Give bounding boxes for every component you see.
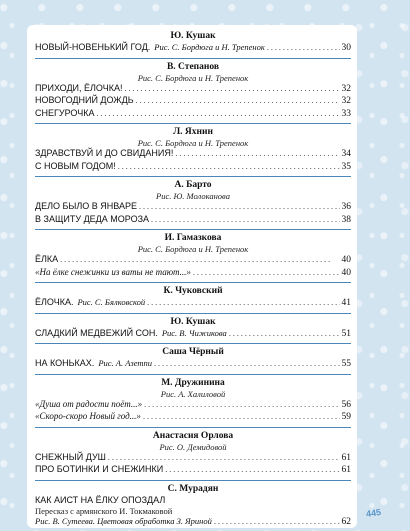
- entry-page: 33: [341, 108, 351, 119]
- entry-credit: Рис. В. Чижикова: [161, 327, 227, 338]
- dot-leader: [214, 516, 340, 528]
- toc-entry[interactable]: [35, 411, 351, 424]
- section-divider: [35, 176, 351, 177]
- toc-section: [35, 484, 351, 529]
- toc-entry[interactable]: [35, 516, 351, 529]
- entry-title: С НОВЫМ ГОДОМ!: [35, 160, 116, 171]
- toc-entry[interactable]: [35, 108, 351, 121]
- toc-section: [35, 180, 351, 226]
- toc-entry[interactable]: [35, 161, 351, 174]
- illustrator-credit: Рис. С. Бордюга и Н. Трепенок: [137, 138, 249, 148]
- translation-note: Пересказ с армянского И. Токмаковой: [35, 506, 173, 516]
- toc-entry[interactable]: [35, 452, 351, 465]
- dot-leader: [139, 201, 339, 213]
- section-divider: [35, 480, 351, 481]
- dot-leader: [144, 399, 339, 411]
- toc-entry[interactable]: [35, 214, 351, 227]
- author-name: К. Чуковский: [163, 286, 223, 296]
- author-name: Анастасия Орлова: [152, 430, 234, 441]
- dot-leader: [147, 297, 339, 309]
- entry-title: НОВОГОДНИЙ ДОЖДЬ: [35, 95, 134, 105]
- section-divider: [35, 58, 351, 59]
- section-divider: [35, 374, 351, 375]
- entry-title: ДЕЛО БЫЛО В ЯНВАРЕ: [35, 201, 138, 211]
- dot-leader: [267, 42, 340, 54]
- entry-credit: Рис. А. Азетпи: [98, 358, 153, 368]
- entry-page: 56: [341, 399, 351, 410]
- author-name: Л. Яхнин: [173, 127, 213, 137]
- entry-credit: Рис. В. Сутеева. Цветовая обработка З. Яриной: [35, 516, 212, 526]
- toc-entry[interactable]: [35, 328, 351, 341]
- author-name: М. Дружинина: [161, 377, 225, 388]
- section-divider: [35, 282, 351, 283]
- toc-entry[interactable]: [35, 254, 351, 267]
- author-name: Саша Чёрный: [162, 347, 224, 357]
- entry-page: 32: [341, 83, 351, 94]
- dot-leader: [193, 267, 340, 279]
- toc-entry[interactable]: [35, 148, 351, 161]
- section-divider: [35, 427, 351, 428]
- entry-page: 59: [341, 412, 351, 422]
- toc-entry[interactable]: [35, 42, 351, 55]
- entry-page: 40: [341, 255, 351, 265]
- author-name: И. Гамазкова: [164, 233, 222, 243]
- toc-entry[interactable]: [35, 399, 351, 412]
- contents-page: [27, 25, 357, 528]
- dot-leader: [108, 452, 340, 464]
- entry-page: 61: [341, 452, 351, 463]
- toc-section: [35, 317, 351, 341]
- entry-page: 55: [341, 359, 351, 369]
- section-divider: [35, 123, 351, 124]
- dot-leader: [96, 108, 339, 120]
- toc-entry[interactable]: [35, 297, 351, 310]
- entry-page: 32: [341, 96, 351, 106]
- entry-page: 61: [341, 465, 351, 475]
- dot-leader: [124, 83, 339, 95]
- entry-title: НОВЫЙ-НОВЕНЬКИЙ ГОД.: [35, 42, 151, 52]
- entry-page: 62: [341, 517, 351, 527]
- dot-leader: [60, 254, 339, 266]
- entry-credit: Рис. С. Бордюга и Н. Трепенок: [154, 42, 265, 52]
- author-name: Ю. Кушак: [170, 31, 216, 41]
- entry-title: ЗДРАВСТВУЙ И ДО СВИДАНИЯ!: [35, 148, 174, 158]
- toc-section: [35, 62, 351, 121]
- entry-page: 41: [341, 298, 351, 308]
- entry-title: «Скоро-скоро Новый год...»: [35, 411, 141, 421]
- toc-entry[interactable]: [35, 464, 351, 477]
- illustrator-credit: Рис. О. Демидовой: [159, 441, 227, 452]
- entry-title: «Душа от радости поёт...»: [35, 398, 143, 409]
- author-name: А. Барто: [174, 180, 212, 190]
- entry-title: КАК АИСТ НА ЁЛКУ ОПОЗДАЛ: [35, 494, 166, 505]
- section-divider: [35, 313, 351, 314]
- toc-section: [35, 347, 351, 371]
- author-name: С. Мурадян: [167, 483, 219, 494]
- dot-leader: [143, 411, 340, 423]
- entry-title: В ЗАЩИТУ ДЕДА МОРОЗА: [35, 213, 150, 224]
- entry-title: ЁЛОЧКА.: [35, 297, 74, 307]
- entry-title: ПРИХОДИ, ЁЛОЧКА!: [35, 82, 123, 93]
- dot-leader: [151, 214, 339, 226]
- entry-title: НА КОНЬКАХ.: [35, 358, 95, 368]
- author-name: Ю. Кушак: [170, 316, 216, 327]
- entry-page: 36: [341, 202, 351, 212]
- dot-leader: [136, 95, 340, 107]
- entry-page: 38: [341, 214, 351, 225]
- dot-leader: [165, 464, 339, 476]
- section-divider: [35, 343, 351, 344]
- entry-page: 35: [341, 161, 351, 172]
- toc-section: [35, 431, 351, 477]
- entry-page: 51: [341, 328, 351, 339]
- dot-leader: [175, 148, 339, 160]
- entry-page: 34: [341, 149, 351, 159]
- section-divider: [35, 229, 351, 230]
- page-number: 445: [365, 507, 382, 519]
- dot-leader: [229, 328, 340, 340]
- toc-entry[interactable]: [35, 267, 351, 280]
- toc-section: [35, 286, 351, 310]
- illustrator-credit: Рис. А. Халиловой: [160, 388, 226, 399]
- toc-entry[interactable]: [35, 95, 351, 108]
- entry-title: ПРО БОТИНКИ И СНЕЖИНКИ: [35, 464, 164, 474]
- dot-leader: [118, 161, 340, 173]
- toc-entry[interactable]: [35, 83, 351, 96]
- entry-title: «На ёлке снежинки из ваты не тают...»: [35, 266, 191, 277]
- illustrator-credit: Рис. С. Бордюга и Н. Трепенок: [137, 244, 249, 254]
- entry-page: 30: [341, 43, 351, 53]
- entry-title: СЛАДКИЙ МЕДВЕЖИЙ СОН.: [35, 327, 158, 338]
- illustrator-credit: Рис. Ю. Молоканова: [156, 191, 230, 201]
- dot-leader: [154, 358, 339, 370]
- entry-title: ЁЛКА: [35, 254, 59, 264]
- entry-page: 40: [341, 267, 351, 278]
- toc-section: [35, 378, 351, 424]
- toc-section: [35, 31, 351, 55]
- toc-entry[interactable]: [35, 201, 351, 214]
- author-name: В. Степанов: [166, 61, 220, 72]
- illustrator-credit: Рис. С. Бордюга и Н. Трепенок: [137, 72, 249, 83]
- toc-entry[interactable]: [35, 358, 351, 371]
- entry-credit: Рис. С. Бялковской: [77, 297, 146, 307]
- entry-title: СНЕЖНЫЙ ДУШ: [35, 451, 106, 462]
- toc-entry[interactable]: [35, 495, 351, 507]
- toc-section: [35, 233, 351, 279]
- toc-section: [35, 127, 351, 173]
- entry-title: СНЕГУРОЧКА: [35, 107, 95, 118]
